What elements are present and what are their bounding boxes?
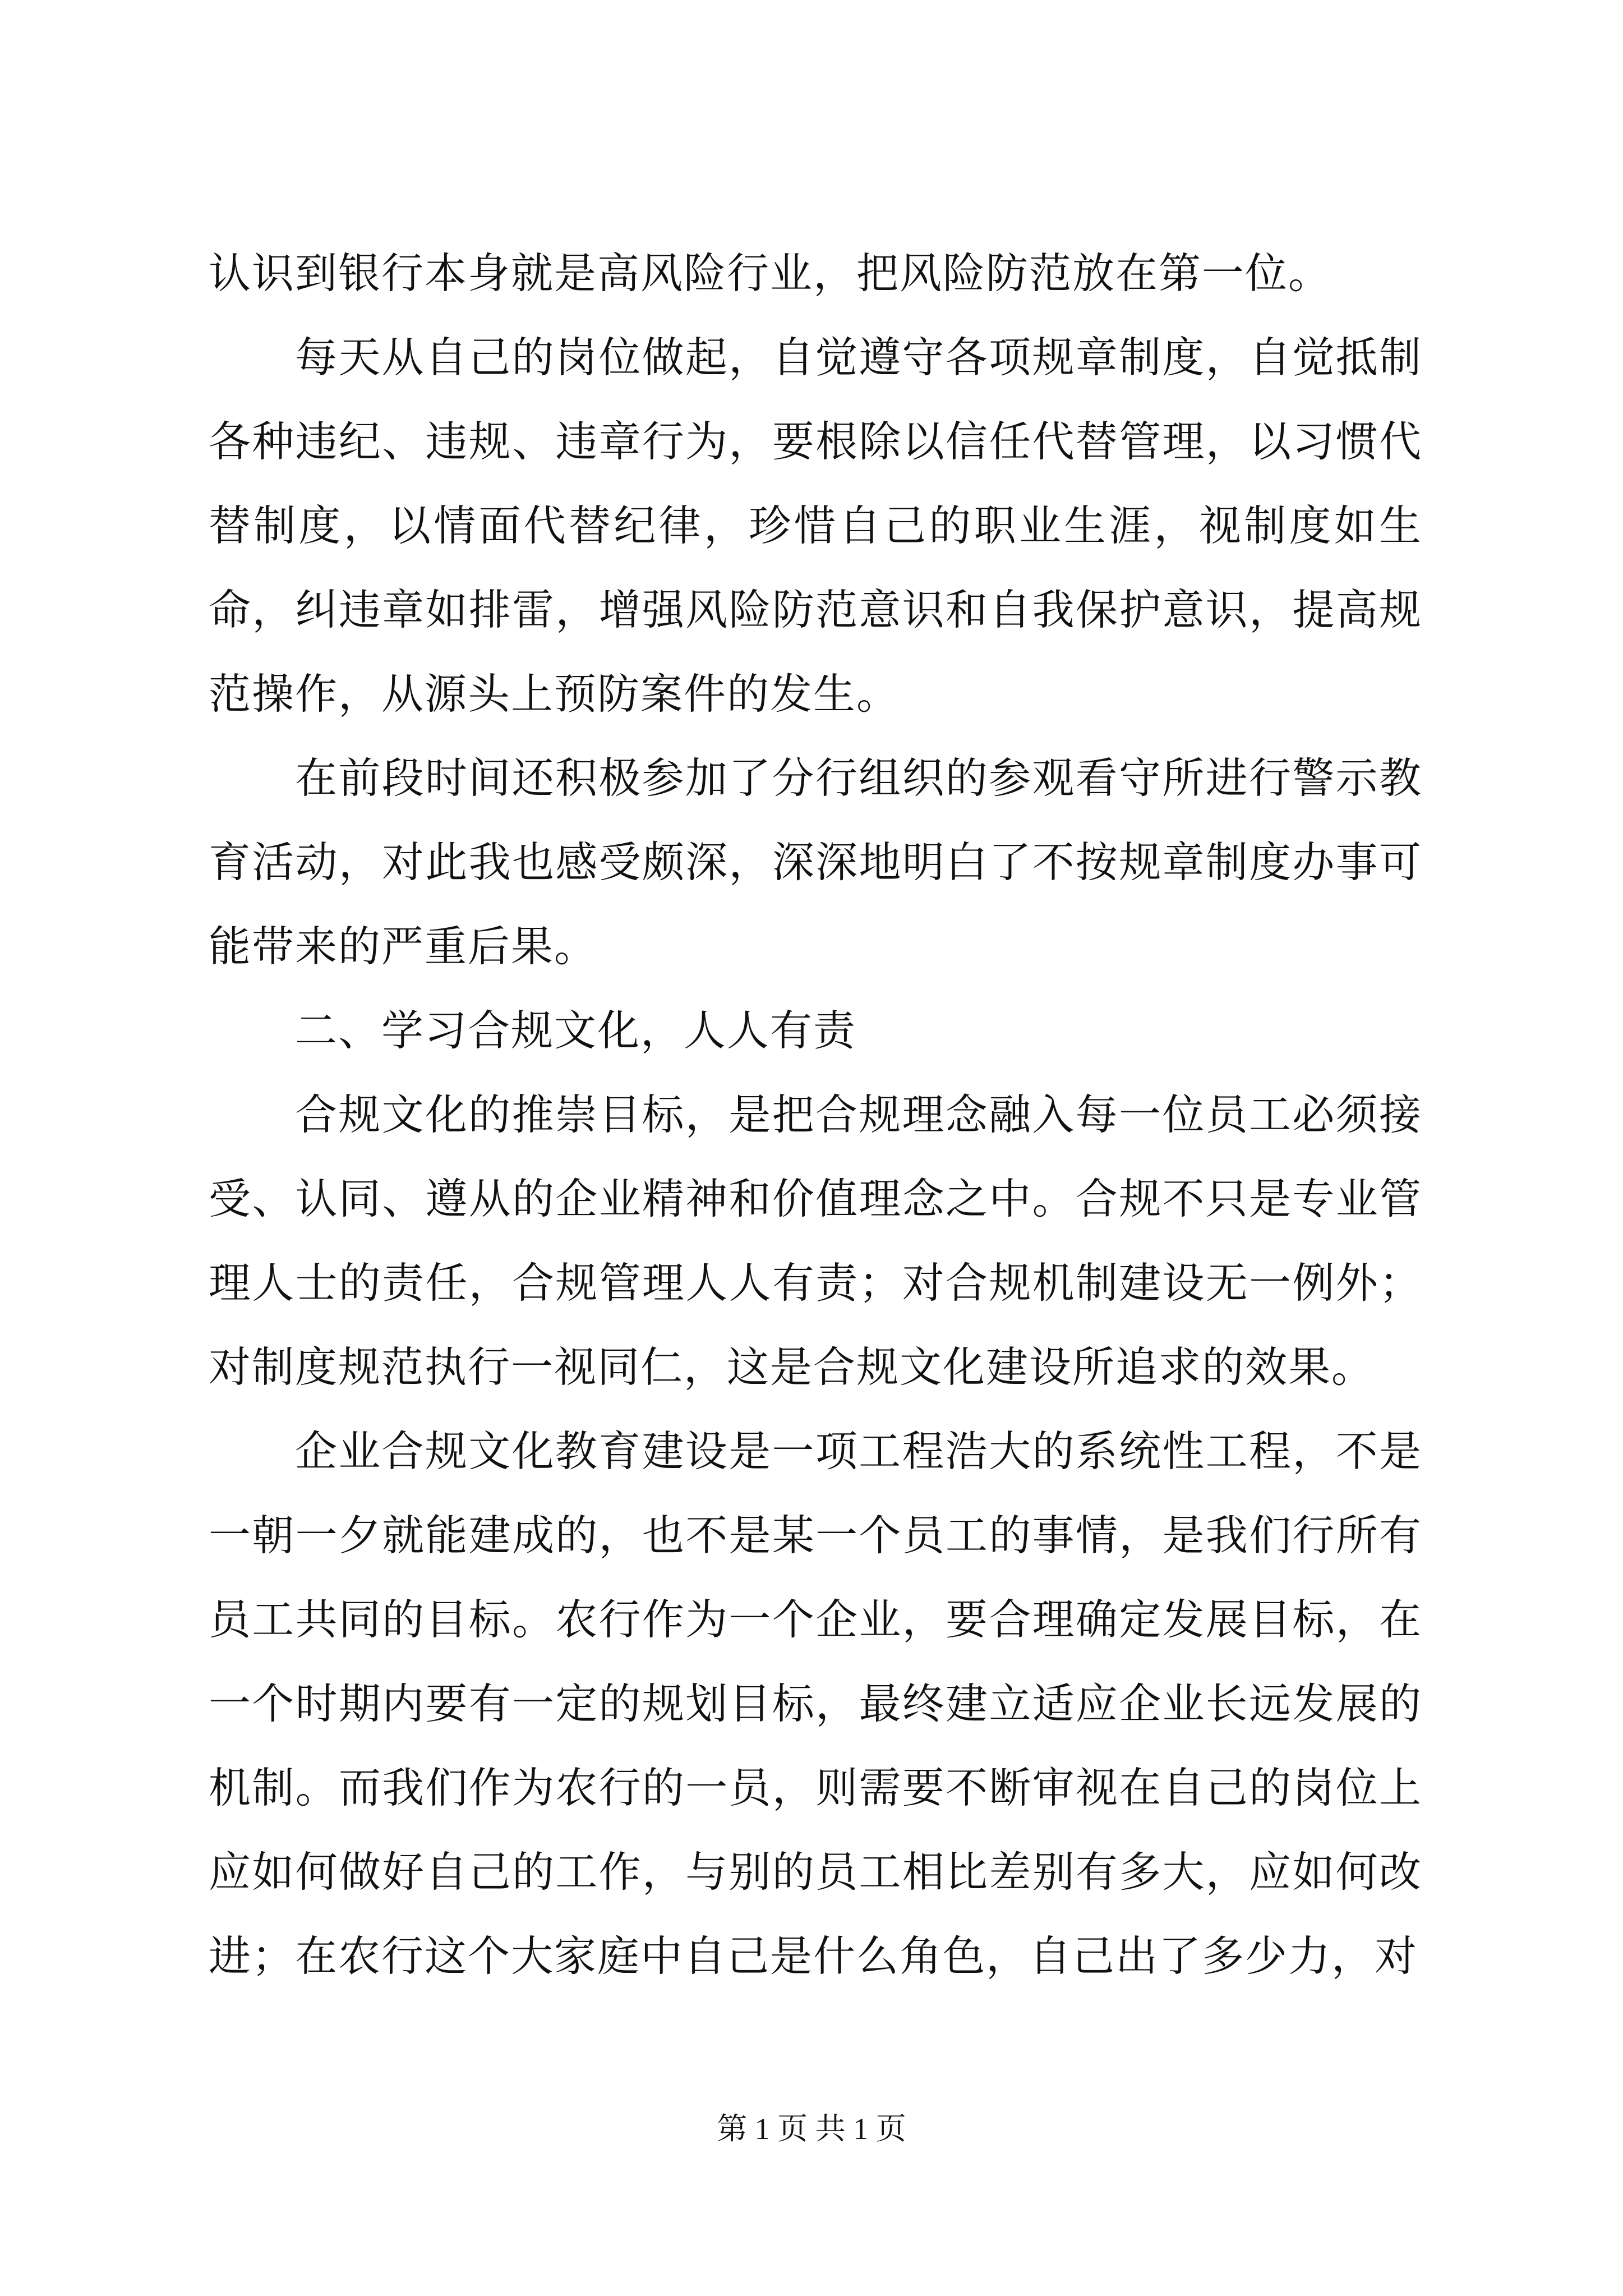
paragraph-rules-compliance: 每天从自己的岗位做起，自觉遵守各项规章制度，自觉抵制各种违纪、违规、违章行为，要根除以信任代替管理，以习惯代替制度，以情面代替纪律，珍惜自己的职业生涯，视制度如生命，纠违章如排雷，增强风险防范意识和自我保护意识，提高规范操作，从源头上预防案件的发生。: [209, 333, 1422, 719]
paragraph-continuation: 认识到银行本身就是高风险行业，把风险防范放在第一位。: [209, 249, 1332, 298]
document-body: [209, 231, 1422, 1998]
page-number-footer: 第 1 页 共 1 页: [717, 2112, 906, 2146]
paragraph-warning-education: 在前段时间还积极参加了分行组织的参观看守所进行警示教育活动，对此我也感受颇深，深深地明白了不按规章制度办事可能带来的严重后果。: [209, 753, 1422, 971]
paragraph-compliance-culture-building: 企业合规文化教育建设是一项工程浩大的系统性工程，不是一朝一夕就能建成的，也不是某一个员工的事情，是我们行所有员工共同的目标。农行作为一个企业，要合理确定发展目标，在一个时期内要有一定的规划目标，最终建立适应企业长远发展的机制。而我们作为农行的一员，则需要不断审视在自己的岗位上应如何做好自己的工作，与别的员工相比差别有多大，应如何改进；在农行这个大家庭中自己是什么角色，自己出了多少力，对: [209, 1427, 1422, 1981]
section-heading: 二、学习合规文化，人人有责: [295, 1006, 857, 1055]
paragraph-compliance-culture-goal: 合规文化的推崇目标，是把合规理念融入每一位员工必须接受、认同、遵从的企业精神和价值理念之中。合规不只是专业管理人士的责任，合规管理人人有责；对合规机制建设无一例外；对制度规范执行一视同仁，这是合规文化建设所追求的效果。: [209, 1090, 1422, 1392]
